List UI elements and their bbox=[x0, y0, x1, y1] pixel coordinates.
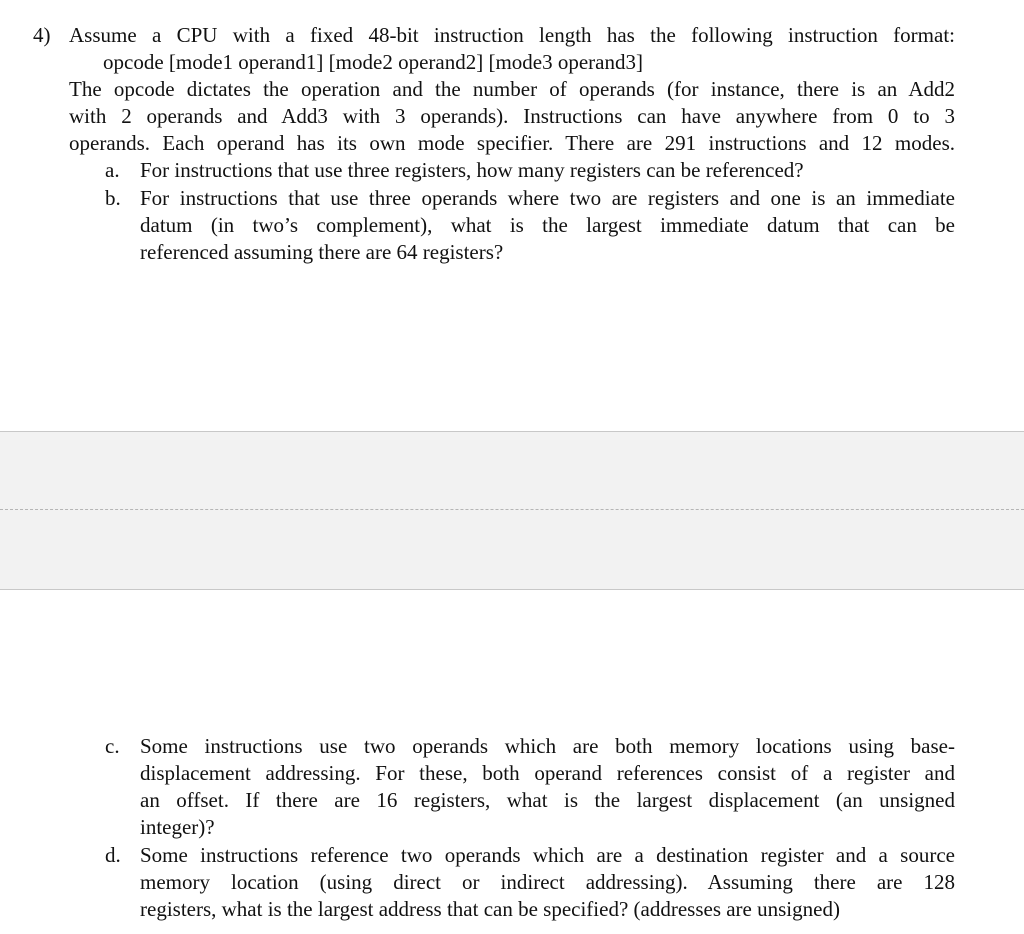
page-break-divider bbox=[0, 509, 1024, 510]
part-a-line: For instructions that use three registers, how many registers can be referenced? bbox=[140, 158, 804, 182]
part-c-line: an offset. If there are 16 registers, what is the largest displacement (an unsigned bbox=[140, 788, 955, 812]
part-d-line: registers, what is the largest address that can be specified? (addresses are unsigned) bbox=[140, 897, 840, 921]
instruction-format-line: opcode [mode1 operand1] [mode2 operand2] [mode3 operand3] bbox=[103, 50, 643, 74]
part-d-line: memory location (using direct or indirect addressing). Assuming there are 128 bbox=[140, 870, 955, 894]
part-c-label: c. bbox=[105, 734, 120, 758]
part-d-label: d. bbox=[105, 843, 121, 867]
part-b-line: For instructions that use three operands where two are registers and one is an immediate bbox=[140, 186, 955, 210]
part-b-line: referenced assuming there are 64 registers? bbox=[140, 240, 504, 264]
question-line: operands. Each operand has its own mode specifier. There are 291 instructions and 12 modes. bbox=[69, 131, 955, 155]
question-line: The opcode dictates the operation and the number of operands (for instance, there is an Add2 bbox=[69, 77, 955, 101]
question-number: 4) bbox=[33, 23, 51, 47]
part-b-line: datum (in two’s complement), what is the largest immediate datum that can be bbox=[140, 213, 955, 237]
part-a-label: a. bbox=[105, 158, 120, 182]
question-line: with 2 operands and Add3 with 3 operands). Instructions can have anywhere from 0 to 3 bbox=[69, 104, 955, 128]
part-d-line: Some instructions reference two operands which are a destination register and a source bbox=[140, 843, 955, 867]
page-break-band bbox=[0, 431, 1024, 590]
part-c-line: Some instructions use two operands which are both memory locations using base- bbox=[140, 734, 955, 758]
part-c-line: integer)? bbox=[140, 815, 215, 839]
question-line: Assume a CPU with a fixed 48-bit instruction length has the following instruction format: bbox=[69, 23, 955, 47]
part-c-line: displacement addressing. For these, both operand references consist of a register and bbox=[140, 761, 955, 785]
part-b-label: b. bbox=[105, 186, 121, 210]
